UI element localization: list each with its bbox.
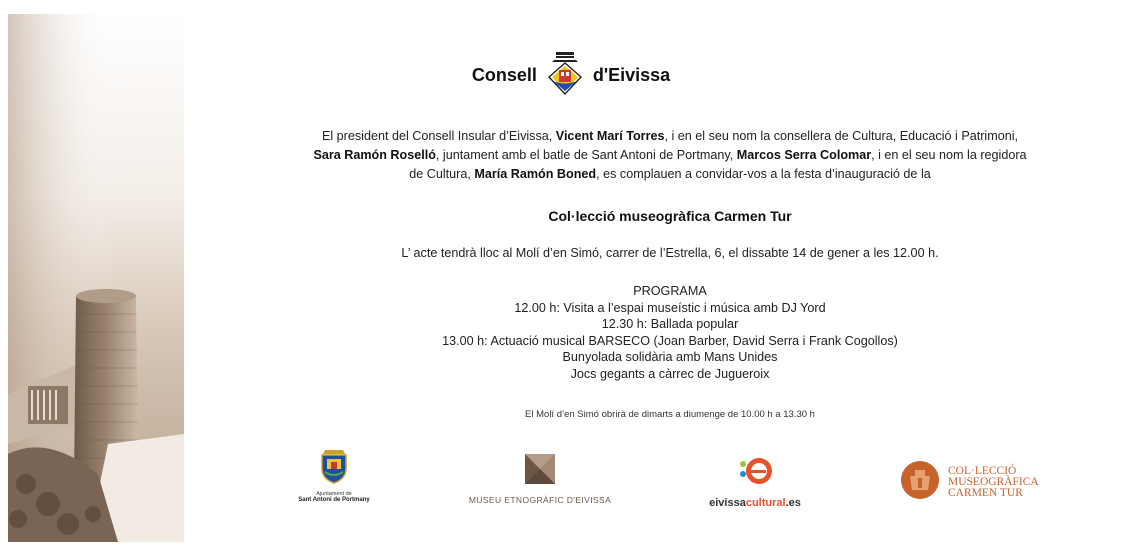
coleccio-caption: COL·LECCIÓ MUSEOGRÀFICA CARMEN TUR [948, 465, 1039, 499]
coat-of-arms-icon [319, 471, 349, 488]
invitation-paragraph [210, 127, 1130, 184]
programa-item: 12.30 h: Ballada popular [601, 317, 739, 331]
header-left-word: Consell [471, 65, 537, 85]
programa-item: Jocs gegants a càrrec de Jugueroix [570, 366, 770, 381]
eivissacultural-logo [680, 456, 830, 509]
museu-logo [460, 454, 620, 505]
programa-item: Bunyolada solidària amb Mans Unides [562, 350, 778, 364]
eivissacultural-caption: eivissacultural.es [709, 497, 801, 509]
santantoni-logo [274, 448, 394, 504]
programa-item: 12.00 h: Visita a l’espai museístic i música amb DJ Yord [514, 300, 826, 315]
crest-icon [547, 50, 583, 101]
programa-heading: PROGRAMA [633, 284, 707, 298]
invitation-line-1: El president del Consell Insular d’Eivissa, Vicent Marí Torres, i en el seu nom la consellera de Cultura, Educació i Patrimoni, [321, 129, 1019, 143]
header-right-word: d'Eivissa [592, 65, 671, 85]
opening-hours-times: 10.00 h a 13.30 h [741, 409, 815, 420]
coleccio-emblem-icon [900, 460, 940, 505]
collection-title: Col·lecció museogràfica Carmen Tur [548, 208, 792, 224]
coleccio-logo [900, 460, 1080, 505]
invitation-line-2: Sara Ramón Roselló, juntament amb el batle de Sant Antoni de Portmany, Marcos Serra Colomar, i en el seu nom la regidora [313, 148, 1027, 162]
councillor-name: Sara Ramón Roselló [313, 148, 436, 162]
consell-header [0, 50, 1142, 101]
programa-item: 13.00 h: Actuació musical BARSECO (Joan Barber, David Serra i Frank Cogollos) [442, 333, 898, 348]
eivissacultural-logo-icon [738, 473, 772, 490]
opening-hours-note: El Molí d’en Simó obrirà de dimarts a diumenge de 10.00 h a 13.30 h [525, 409, 815, 420]
santantoni-caption-1: Ajuntament de [316, 491, 352, 497]
santantoni-caption-2: Sant Antoni de Portmany [298, 497, 370, 503]
museum-emblem-icon [525, 471, 555, 488]
invitation-line-3: de Cultura, María Ramón Boned, es complauen a convidar-vos a la festa d’inauguració de la [409, 167, 931, 181]
mayor-name: Marcos Serra Colomar [736, 148, 872, 162]
alderwoman-name: María Ramón Boned [474, 167, 597, 181]
programa-section [210, 283, 1130, 382]
venue-line: L’ acte tendrà lloc al Molí d’en Simó, carrer de l’Estrella, 6, el dissabte 14 de gener a les 12.00 h. [401, 246, 939, 260]
museu-caption: MUSEU ETNOGRÀFIC D'EIVISSA [468, 495, 612, 505]
president-name: Vicent Marí Torres [555, 129, 665, 143]
